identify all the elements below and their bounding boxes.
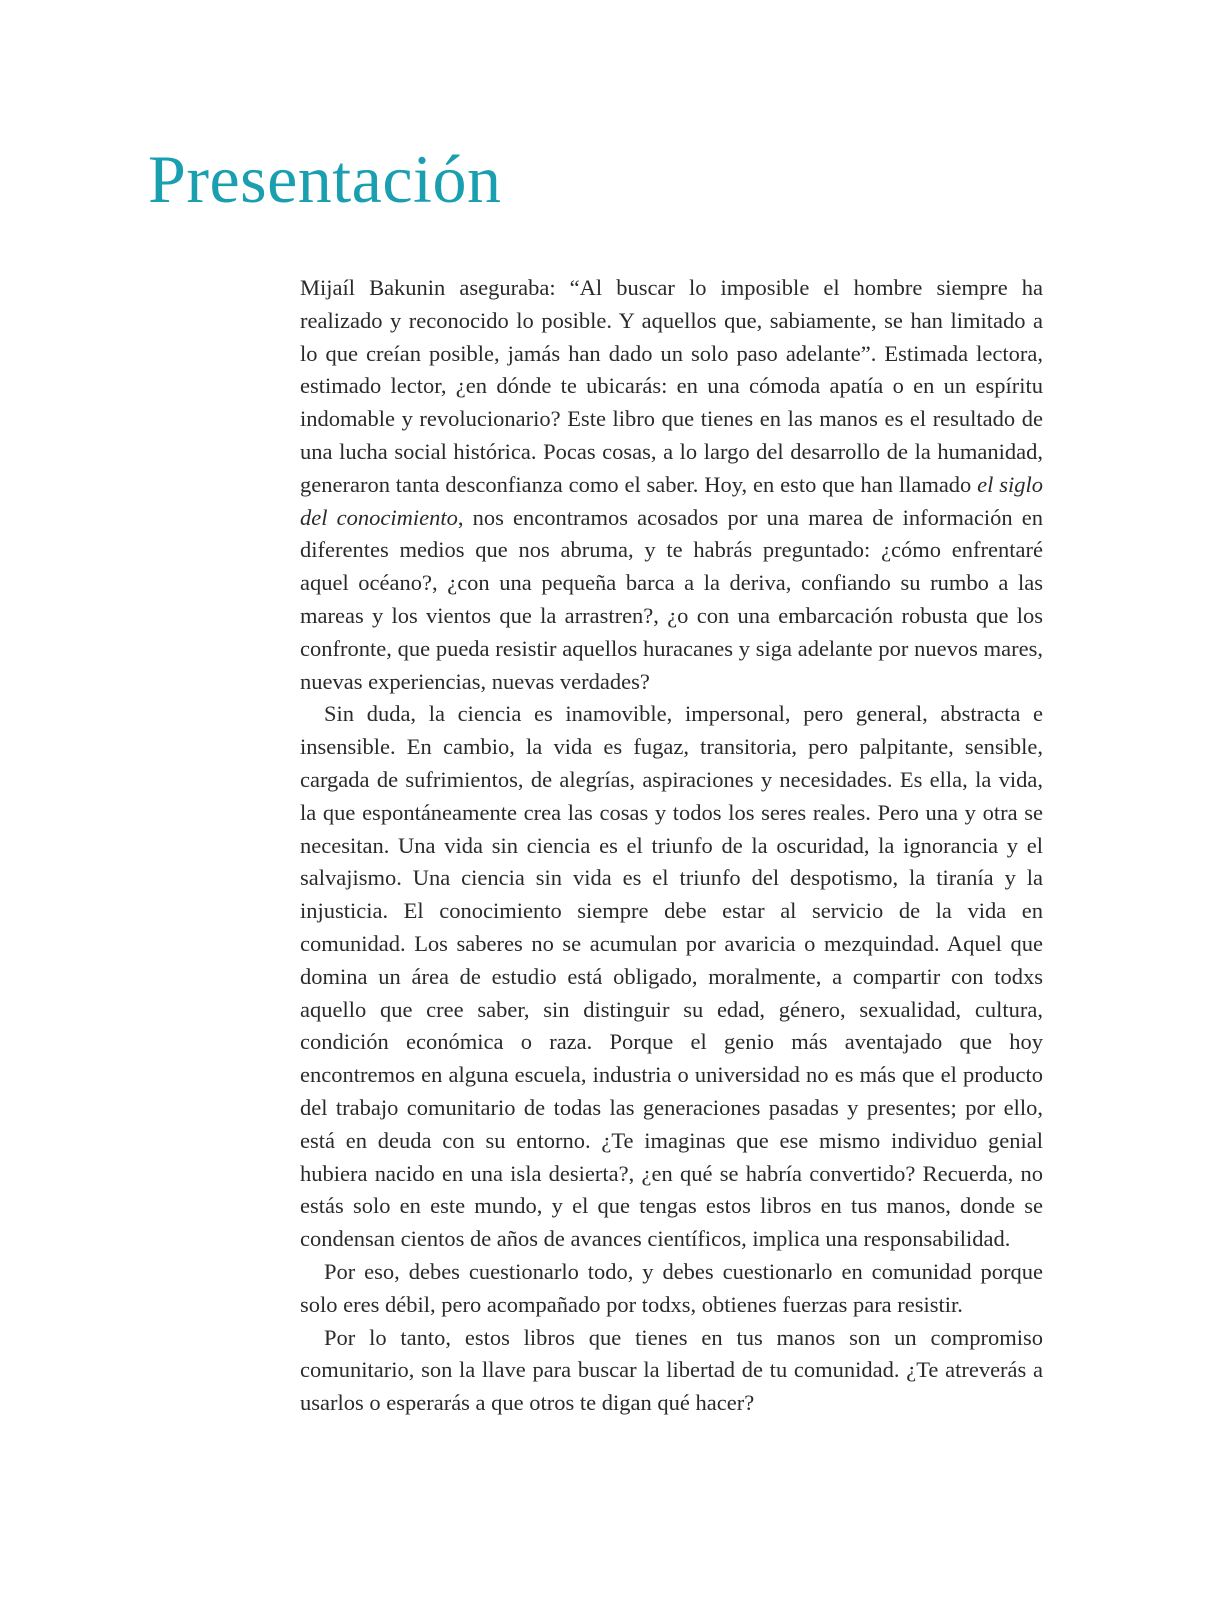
paragraph-1-part-1: Mijaíl Bakunin aseguraba: “Al buscar lo imposible el hombre siempre ha realizado y reconocido lo posible. Y aquellos que, sabiamente, se han limitado a lo que creían posible, jamás han dado un solo paso adelante”. Estimada lectora, estimado lector, ¿en dónde te ubicarás: en una cómoda apatía o en un espíritu indomable y revolucionario? Este libro que tienes en las manos es el resultado de una lucha social histórica. Pocas cosas, a lo largo del desarrollo de la humanidad, generaron tanta desconfianza como el saber. Hoy, en esto que han llamado: [300, 275, 1043, 497]
paragraph-1-part-2: , nos encontramos acosados por una marea de información en diferentes medios que nos abruma, y te habrás preguntado: ¿cómo enfrentaré aquel océano?, ¿con una pequeña barca a la deriva, confiando su rumbo a las mareas y los vientos que la arrastren?, ¿o con una embarcación robusta que los confronte, que pueda resistir aquellos huracanes y siga adelante por nuevos mares, nuevas experiencias, nuevas verdades?: [300, 504, 1043, 694]
page-title: Presentación: [148, 141, 502, 217]
italic-phrase: el siglo del conocimiento: [300, 471, 1043, 530]
body-text: [300, 272, 1043, 1420]
paragraph-2: Sin duda, la ciencia es inamovible, impersonal, pero general, abstracta e insensible. En cambio, la vida es fugaz, transitoria, pero palpitante, sensible, cargada de sufrimientos, de alegrías, aspiraciones y necesidades. Es ella, la vida, la que espontáneamente crea las cosas y todos los seres reales. Pero una y otra se necesitan. Una vida sin ciencia es el triunfo de la oscuridad, la ignorancia y el salvajismo. Una ciencia sin vida es el triunfo del despotismo, la tiranía y la injusticia. El conocimiento siempre debe estar al servicio de la vida en comunidad. Los saberes no se acumulan por avaricia o mezquindad. Aquel que domina un área de estudio está obligado, moralmente, a compartir con todxs aquello que cree saber, sin distinguir su edad, género, sexualidad, cultura, condición económica o raza. Porque el genio más aventajado que hoy encontremos en alguna escuela, industria o universidad no es más que el producto del trabajo comunitario de todas las generaciones pasadas y presentes; por ello, está en deuda con su entorno. ¿Te imaginas que ese mismo individuo genial hubiera nacido en una isla desierta?, ¿en qué se habría convertido? Recuerda, no estás solo en este mundo, y el que tengas estos libros en tus manos, donde se condensan cientos de años de avances científicos, implica una responsabilidad.: [300, 701, 1043, 1252]
paragraph-3: Por eso, debes cuestionarlo todo, y debes cuestionarlo en comunidad porque solo eres débil, pero acompañado por todxs, obtienes fuerzas para resistir.: [300, 1258, 1043, 1317]
paragraph-1: [300, 272, 1043, 698]
paragraph-4: Por lo tanto, estos libros que tienes en tus manos son un compromiso comunitario, son la llave para buscar la libertad de tu comunidad. ¿Te atreverás a usarlos o esperarás a que otros te digan qué hacer?: [300, 1324, 1043, 1416]
